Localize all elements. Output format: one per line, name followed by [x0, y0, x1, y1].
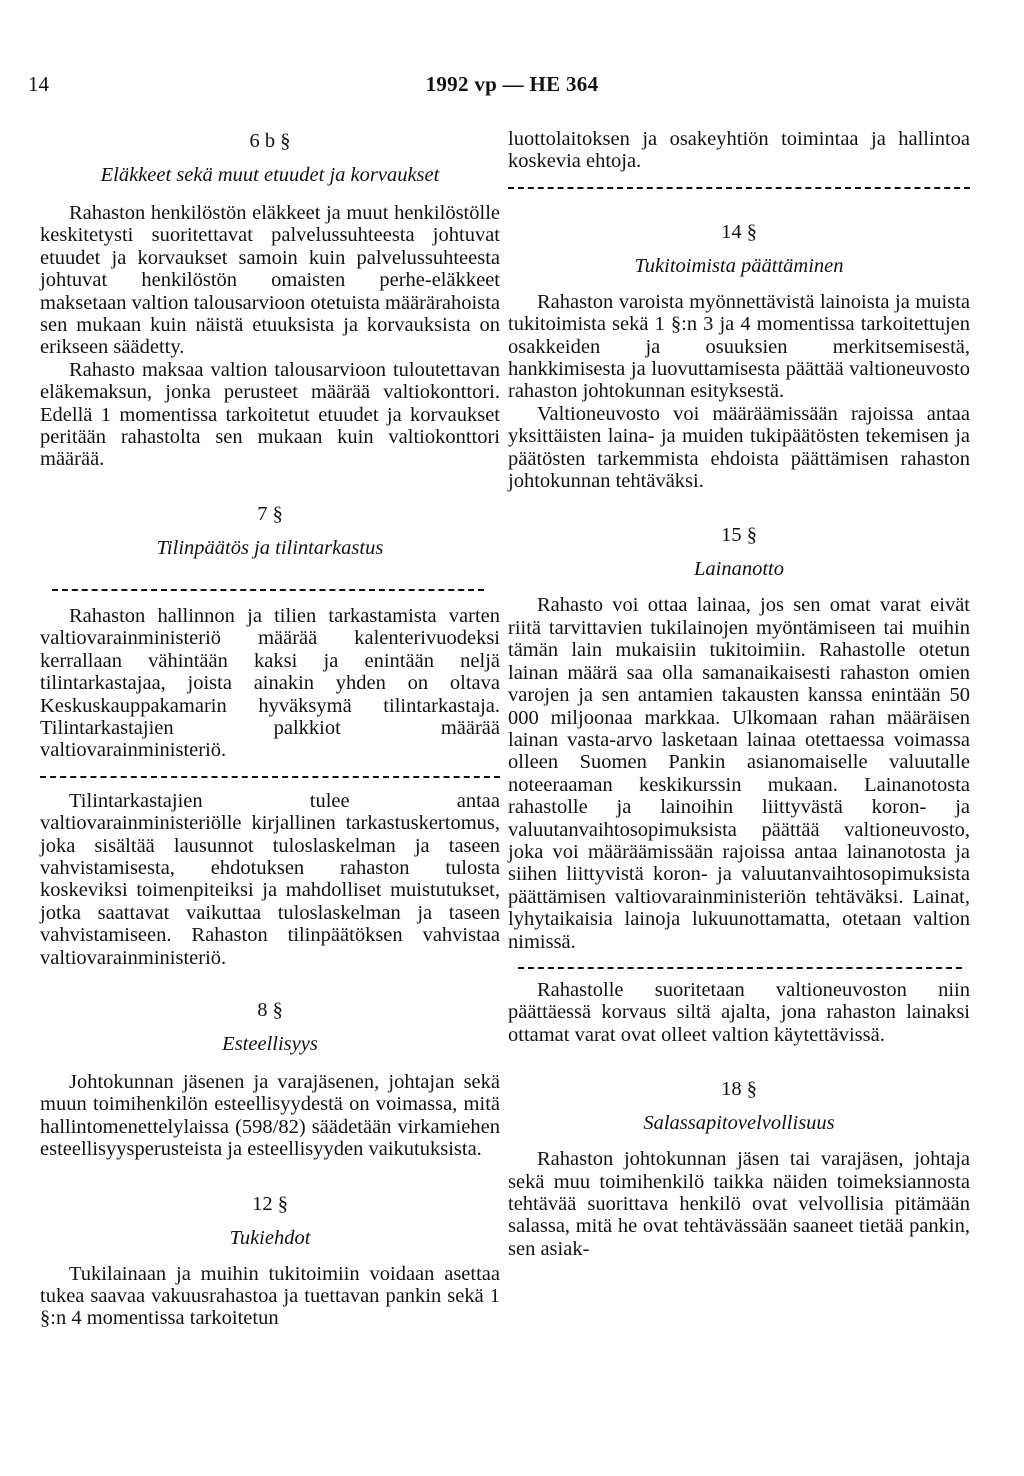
section-number: 14 § — [721, 220, 757, 243]
paragraph: Valtioneuvosto voi määräämissään rajoissa antaa yksittäisten laina- ja muiden tukipäätösten tekemisen ja päätösten tarkemmista ehdoista päättämisen rahaston johtokunnan tehtäväksi. — [508, 402, 970, 493]
section-18-heading — [508, 1076, 970, 1136]
paragraph: Rahaston hallinnon ja tilien tarkastamista varten valtiovarainministeriö määrää kalenterivuodeksi kerrallaan vähintään kaksi ja enintään neljä tilintarkastajaa, joista ainakin yhden on oltava Keskuskauppakamarin hyväksymä tilintarkastaja. Tilintarkastajien palkkiot määrää valtiovarainministeriö. — [40, 604, 500, 762]
omission-line — [508, 187, 970, 189]
section-number: 18 § — [721, 1078, 757, 1101]
paragraph: Rahaston johtokunnan jäsen tai varajäsen, johtaja sekä muu toimihenkilö taikka näiden toimeksiannosta tehtävää suorittava henkilö ovat velvollisia pitämään salassa, mitä he ovat tehtävässään saaneet tietää pankin, sen asiak- — [508, 1148, 970, 1260]
paragraph: Tukilainaan ja muihin tukitoimiin voidaan asettaa tukea saavaa vakuusrahastoa ja tuettavan pankin sekä 1 §:n 4 momentissa tarkoitetun — [40, 1262, 500, 1330]
left-column — [40, 128, 500, 1330]
section-title: Salassapitovelvollisuus — [643, 1112, 835, 1135]
section-number: 8 § — [257, 998, 283, 1021]
paragraph: Rahasto voi ottaa lainaa, jos sen omat varat eivät riitä tarvittavien tukilainojen myöntämiseen tai muihin tämän lain mukaisiin tukitoimiin. Rahastolle otetun lainan määrä saa olla samanaikaisesti rahaston omien varojen ja sen antamien takausten kanssa enintään 50 000 miljoonaa markkaa. Ulkomaan rahan määräisen lainan vasta-arvo lasketaan lainaa otettaessa voimassa olleen Suomen Pankin asianomaiselle valuutalle noteeraaman keskikurssin mukaan. Lainanotosta rahastolle ja lainoihin liittyvästä koron- ja valuutanvaihtosopimuksista päättää valtioneuvosto, joka voi määräämissään rajoissa antaa lainanotosta ja siihen liittyvistä koron- ja valuutanvaihtosopimuksista päättämisen valtiovarainministeriön tehtäväksi. Lainat, lyhytaikaisia lainoja lukuunottamatta, otetaan valtion nimissä. — [508, 594, 970, 953]
section-title: Tukitoimista päättäminen — [634, 254, 844, 277]
paragraph: Tilintarkastajien tulee antaa valtiovarainministeriölle kirjallinen tarkastuskertomus, joka sisältää lausunnot tuloslaskelman ja taseen vahvistamisesta, ehdotuksen rahaston tulosta koskeviksi toimenpiteiksi ja mahdolliset muistutukset, jotka saattavat vaikuttaa tuloslaskelman ja taseen vahvistamiseen. Rahaston tilinpäätöksen vahvistaa valtiovarainministeriö. — [40, 789, 500, 969]
section-6b-heading — [40, 128, 500, 188]
paragraph: Rahaston henkilöstön eläkkeet ja muut henkilöstölle keskitetysti suoritettavat palvelussuhteesta johtuvat etuudet ja korvaukset samoin kuin palvelussuhteesta johtuvat henkilöstön omaisten perhe-eläkkeet maksetaan valtion talousarvioon otetuista määrärahoista sen mukaan kuin näistä etuuksista ja korvauksista on erikseen säädetty. — [40, 202, 500, 359]
section-number: 6 b § — [249, 130, 291, 152]
continued-paragraph: luottolaitoksen ja osakeyhtiön toimintaa ja hallintoa koskevia ehtoja. — [508, 128, 970, 173]
section-title: Tilinpäätös ja tilintarkastus — [156, 536, 384, 559]
section-number: 7 § — [257, 502, 283, 525]
section-12-heading — [40, 1191, 500, 1251]
omission-line — [52, 589, 484, 591]
section-7-heading — [40, 501, 500, 561]
page-number: 14 — [28, 72, 49, 96]
section-title: Esteellisyys — [222, 1032, 318, 1055]
paragraph: Rahaston varoista myönnettävistä lainoista ja muista tukitoimista sekä 1 §:n 3 ja 4 momentissa tarkoitettujen osakkeiden ja osuuksien merkitsemisestä, hankkimisesta ja luovuttamisesta päättää valtioneuvosto rahaston johtokunnan esityksestä. — [508, 290, 970, 403]
section-number: 15 § — [721, 524, 757, 547]
right-column — [508, 128, 970, 1260]
paragraph: Johtokunnan jäsenen ja varajäsenen, johtajan sekä muun toimihenkilön esteellisyydestä on voimassa, mitä hallintomenettelylaissa (598/82) säädetään virkamiehen esteellisyysperusteista ja esteellisyyden vaikutuksista. — [40, 1070, 500, 1161]
section-number: 12 § — [252, 1192, 288, 1215]
paragraph: Rahastolle suoritetaan valtioneuvoston niin päättäessä korvaus siltä ajalta, jona rahaston lainaksi ottamat varat ovat olleet valtion käytettävissä. — [508, 978, 970, 1046]
section-title: Eläkkeet sekä muut etuudet ja korvaukset — [100, 164, 440, 186]
omission-line — [40, 776, 500, 778]
paragraph: Rahasto maksaa valtion talousarvioon tuloutettavan eläkemaksun, jonka perusteet määrää valtiokonttori. Edellä 1 momentissa tarkoitetut etuudet ja korvaukset peritään rahastolta sen mukaan kuin valtiokonttori määrää. — [40, 358, 500, 471]
section-title: Tukiehdot — [229, 1226, 311, 1249]
section-14-heading — [508, 219, 970, 279]
omission-line — [518, 967, 962, 969]
section-8-heading — [40, 997, 500, 1057]
running-head: 1992 vp — HE 364 — [425, 72, 599, 96]
section-title: Lainanotto — [694, 558, 784, 581]
section-15-heading — [508, 522, 970, 582]
page-header — [0, 72, 1024, 102]
